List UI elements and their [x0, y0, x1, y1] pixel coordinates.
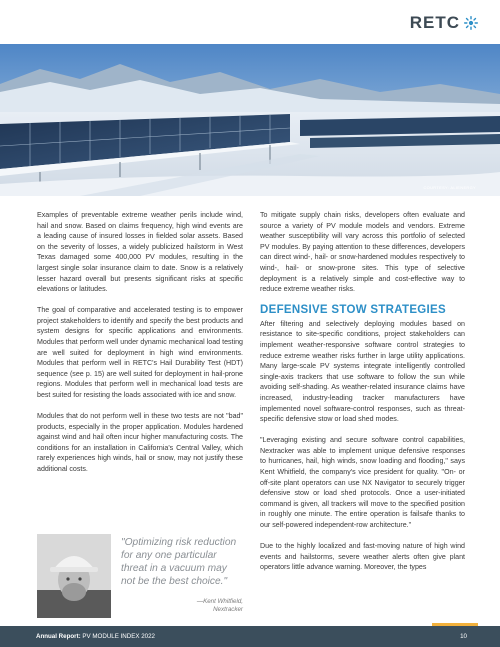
footer-label: [36, 633, 155, 640]
photo-credit: COURTESY: ALIENERGY: [423, 185, 476, 190]
left-paragraph-1: Examples of preventable extreme weather perils include wind, hail and snow. Based on claims frequency, high wind events are a leading cause of insured losses in fielded solar assets. Based on the severity of losses, a widely publicized hailstorm in West Texas damaged some 400,000 PV modules, resulting in the largest single solar insurance claim to date. Snow is a relatively lesser hazard overall but presents significant risks at specific elevations or latitudes.: [37, 211, 243, 294]
logo-text: RETC: [409, 13, 460, 32]
quote-attribution-org: Nextracker: [213, 606, 243, 613]
left-column: [37, 210, 243, 485]
sun-burst-icon: [464, 16, 478, 30]
left-paragraph-3: Modules that do not perform well in these two tests are not "bad" products, especially in the proper application. Modules hardened against wind and hail often incur higher manufacturing costs. The conditions for an installation in California's Central Valley, which rarely experiences high winds, hail or snow, may not justify these additional costs.: [37, 412, 243, 474]
left-paragraph-2: The goal of comparative and accelerated testing is to empower project stakeholders to identify and specify the best products and system designs for specific applications and environments. Modules that perform well under dynamic mechanical load testing are well suited for deployment in high wind environments. Modules that perform well in RETC's Hail Durability Test (HDT) sequence (see p. 15) are well suited for deployment in hail-prone regions. Modules that perform well in mechanical load tests are best suited for resisting the loads associated with ice and snow.: [37, 306, 243, 399]
footer-report-title: PV MODULE INDEX 2022: [82, 633, 155, 640]
quote-attribution: [133, 598, 243, 614]
quote-attribution-name: —Kent Whitfield,: [196, 598, 243, 605]
page-number: 10: [460, 633, 467, 640]
retc-logo: [410, 13, 478, 33]
right-paragraph-4: Due to the highly localized and fast-moving nature of high wind events and hailstorms, severe weather alerts often give plant operators little advance warning. Moreover, the types: [260, 542, 465, 572]
right-paragraph-3: "Leveraging existing and secure software control capabilities, Nextracker was able to implement unique defensive responses to hurricanes, hail, high winds, snow loading and flooding," says Kent Whitfield, the company's vice president for quality. "On- or off-site plant operators can use NX Navigator to securely trigger defensive stow or load shed protocols. Once a user-initiated command is given, all trackers will move to the specified position in roughly one minute. The entire operation is failsafe thanks to our self-powered independent-row architecture.": [260, 436, 465, 530]
hero-photo-solar-snow: [0, 44, 500, 196]
right-column: [260, 210, 465, 583]
right-paragraph-2: After filtering and selectively deploying modules based on resistance to site-specific conditions, project stakeholders can implement weather-responsive software control strategies to reduce extreme weather risks further in large utility applications. Many large-scale PV systems integrate intelligently controlled single-axis trackers that use software to follow the sun while avoiding self-shading. As weather-related insurance claims have increased, industry-leading tracker manufacturers have implemented novel software-control responses, such as threat-specific defensive stow or load shed modes.: [260, 319, 465, 424]
pull-quote: [37, 534, 243, 618]
section-heading: DEFENSIVE STOW STRATEGIES: [260, 304, 446, 317]
avatar-photo: [37, 534, 111, 618]
footer-label-prefix: Annual Report:: [36, 633, 81, 640]
footer-accent-bar: [432, 623, 478, 626]
right-paragraph-1: To mitigate supply chain risks, developers often evaluate and source a variety of PV module models and vendors. Extreme weather susceptibility will vary across this portfolio of selected PV modules. By paying attention to these differences, developers can direct wind-, hail- or snow-hardened modules respectively to wind-, hail- or snow-prone sites. This type of selective deployment is a relatively simple and cost-effective way to reduce extreme weather risks.: [260, 211, 465, 294]
page-footer: [0, 626, 500, 647]
quote-text: "Optimizing risk reduction for any one particular threat in a vacuum may not be the best choice.": [121, 537, 237, 587]
